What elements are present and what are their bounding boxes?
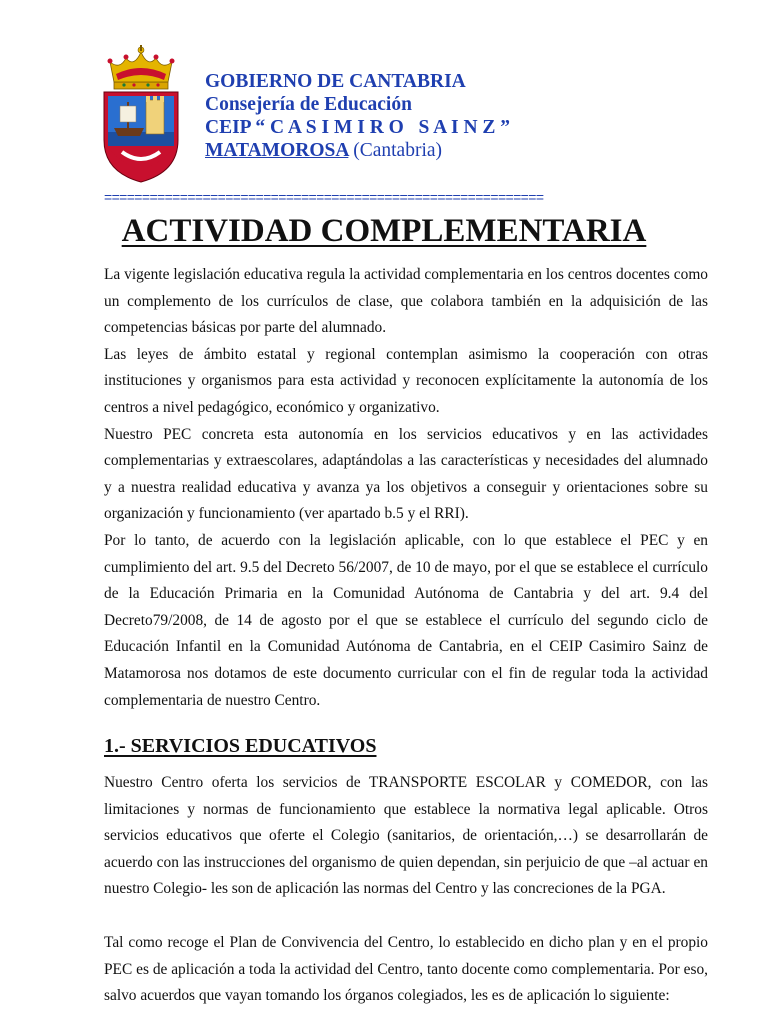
school-location bbox=[205, 139, 510, 162]
school-name: CEIP “ C A S I M I R O S A I N Z ” bbox=[205, 117, 511, 138]
section-paragraph-1: Nuestro Centro oferta los servicios de TRANSPORTE ESCOLAR y COMEDOR, con las limitaciones y normas de funcionamiento que establece la normativa legal aplicable. Otros servicios educativos que oferte el Colegio (sanitarios, de orientación,…) se desarrollarán de acuerdo con las instrucciones del organismo de quien dependan, sin perjuicio de que –al actuar en nuestro Colegio- les son de aplicación las normas del Centro y las concreciones de la PGA. bbox=[104, 774, 708, 898]
location-city: MATAMOROSA bbox=[205, 140, 349, 161]
header-separator: ========================================================== bbox=[104, 189, 544, 205]
institution-block bbox=[205, 70, 510, 162]
intro-text bbox=[104, 262, 708, 714]
paragraph-4: Por lo tanto, de acuerdo con la legislación aplicable, con lo que establece el PEC y en cumplimiento del art. 9.5 del Decreto 56/2007, de 10 de mayo, por el que se establece el currículo de la Educación Primaria en la Comunidad Autónoma de Cantabria y del art. 9.4 del Decreto79/2008, de 14 de agosto por el que se establece el currículo del segundo ciclo de Educación Infantil en la Comunidad Autónoma de Cantabria, en el CEIP Casimiro Sainz de Matamorosa nos dotamos de este documento curricular con el fin de regular toda la actividad complementaria de nuestro Centro. bbox=[104, 531, 708, 709]
coat-of-arms-icon bbox=[100, 44, 182, 184]
location-region: (Cantabria) bbox=[353, 140, 443, 161]
document-header bbox=[0, 0, 768, 205]
government-name: GOBIERNO DE CANTABRIA bbox=[205, 71, 466, 92]
document-title: ACTIVIDAD COMPLEMENTARIA bbox=[121, 213, 647, 249]
section-text-2 bbox=[104, 930, 708, 1010]
section-paragraph-2: Tal como recoge el Plan de Convivencia del Centro, lo establecido en dicho plan y en el propio PEC es de aplicación a toda la actividad del Centro, tanto docente como complementaria. Por eso, salvo acuerdos que vayan tomando los órganos colegiados, les es de aplicación lo siguiente: bbox=[104, 934, 708, 1005]
department-name: Consejería de Educación bbox=[205, 94, 412, 115]
paragraph-3: Nuestro PEC concreta esta autonomía en los servicios educativos y en las actividades complementarias y extraescolares, adaptándolas a las características y necesidades del alumnado y a nuestra realidad educativa y avanza ya los objetivos a conseguir y orientaciones sobre su organización y funcionamiento (ver apartado b.5 y el RRI). bbox=[104, 425, 708, 523]
section-text-1 bbox=[104, 770, 708, 903]
section-heading: 1.- SERVICIOS EDUCATIVOS bbox=[104, 735, 377, 757]
paragraph-1: La vigente legislación educativa regula la actividad complementaria en los centros docentes como un complemento de los currículos de clase, que colabora también en la adquisición de las competencias básicas por parte del alumnado. bbox=[104, 266, 708, 337]
paragraph-2: Las leyes de ámbito estatal y regional contemplan asimismo la cooperación con otras instituciones y organismos para esta actividad y reconocen explícitamente la autonomía de los centros a nivel pedagógico, económico y organizativo. bbox=[104, 345, 708, 416]
